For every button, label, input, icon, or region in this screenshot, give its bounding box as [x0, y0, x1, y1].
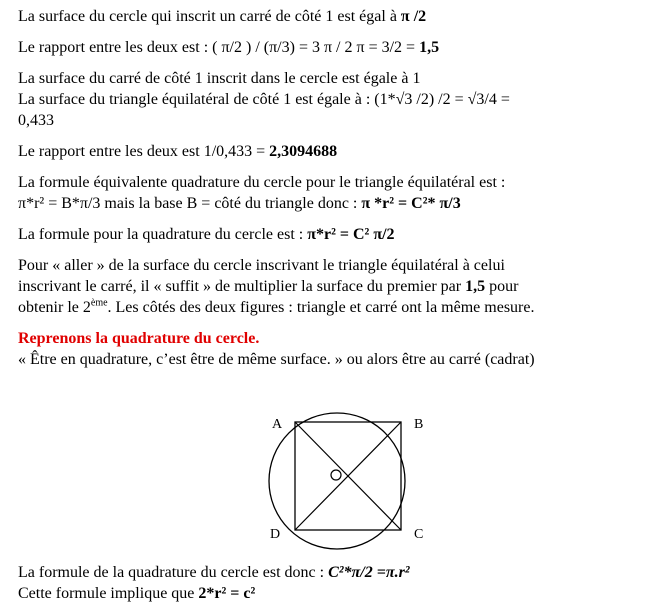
paragraph-circle-square-area: La surface du cercle qui inscrit un carré de côté 1 est égal à π /2 [18, 8, 427, 25]
figure-drawing [262, 410, 447, 560]
quote-line: « Être en quadrature, c’est être de même surface. » ou alors être au carré (cadrat) [18, 351, 535, 368]
paragraph-square-formula: La formule pour la quadrature du cercle est : π*r² = C² π/2 [18, 226, 395, 243]
center-point [331, 470, 341, 480]
paragraph-ratio-2: Le rapport entre les deux est 1/0,433 = 2,3094688 [18, 143, 338, 160]
final-formula-line: La formule de la quadrature du cercle est donc : C²*π/2 =π.r² [18, 564, 410, 581]
section-heading: Reprenons la quadrature du cercle. [18, 330, 260, 347]
label-c: C [414, 527, 424, 542]
implication-line: Cette formule implique que 2*r² = c² [18, 585, 256, 602]
paragraph-multiply: Pour « aller » de la surface du cercle inscrivant le triangle équilatéral à celui inscrivant le carré, il « suffit » de multiplier la surface du premier par 1,5 pour obtenir le 2ème. Les côtés des deux figures : triangle et carré ont la même mesure. [18, 257, 535, 316]
label-a: A [272, 417, 283, 432]
circumscribed-circle [269, 413, 405, 549]
paragraph-square-triangle-area: La surface du carré de côté 1 inscrit dans le cercle est égale à 1 La surface du triangle équilatéral de côté 1 est égale à : (1*√3 /2) /2 = √3/4 = 0,433 [18, 70, 510, 129]
document-body [18, 6, 658, 370]
label-b: B [414, 417, 424, 432]
label-d: D [270, 527, 281, 542]
conclusion [18, 562, 658, 604]
paragraph-triangle-formula: La formule équivalente quadrature du cercle pour le triangle équilatéral est : π*r² = B*π/3 mais la base B = côté du triangle donc : π *r² = C²* π/3 [18, 174, 506, 212]
circle-square-figure [262, 410, 447, 560]
paragraph-ratio-1: Le rapport entre les deux est : ( π/2 ) / (π/3) = 3 π / 2 π = 3/2 = 1,5 [18, 39, 440, 56]
